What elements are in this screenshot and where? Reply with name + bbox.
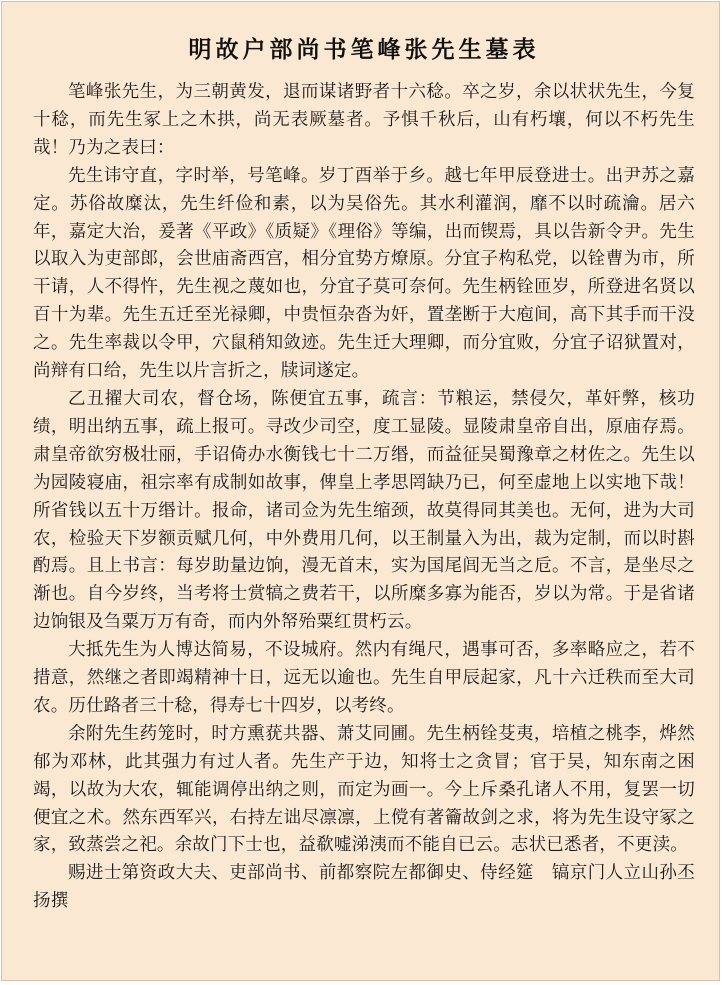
document-title: 明故户部尚书笔峰张先生墓表 <box>188 36 540 63</box>
paragraph-signature: 赐进士第资政大夫、吏部尚书、前都察院左都御史、侍经筵 镐京门人立山孙丕扬撰 <box>33 863 695 912</box>
paragraph-career: 先生讳守直，字时举，号笔峰。岁丁酉举于乡。越七年甲辰登进士。出尹苏之嘉定。苏俗故糜汰，先生纤俭和素，以为吴俗先。其水利灌润，靡不以时疏瀹。居六年，嘉定大治，爰著《平政》《质疑》《理俗》等编，出而锲焉，具以告新令尹。先生以取入为吏部郎，会世庙斋西宫，相分宜势方燎原。分宜子构私党，以铨曹为市，所干请，人不得忤，先生视之蔑如也，分宜子莫可奈何。先生柄铨匝岁，所登进名贤以百十为辈。先生五迁至光禄卿，中贵恒杂沓为奸，置垄断于大庖间，高下其手而干没之。先生率裁以令甲，穴鼠稍知敛迹。先生迁大理卿，而分宜败，分宜子诏狱置对，尚辩有口给，先生以片言折之，牍词遂定。 <box>33 165 695 382</box>
paragraph-finance: 乙丑擢大司农，督仓场，陈便宜五事，疏言：节粮运，禁侵欠，革奸弊，核功绩，明出纳五事，疏上报可。寻改少司空，度工显陵。显陵肃皇帝自出，原庙存焉。肃皇帝欲穷极壮丽，手诏倚办水衡钱七十二万缗，而益征吴蜀豫章之材佐之。先生以为园陵寝庙，祖宗率有成制如故事，俾皇上孝思罔缺乃已，何至虚地上以实地下哉！所省钱以五十万缗计。报命，诸司佥为先生缩颈，故莫得同其美也。无何，进为大司农，检验天下岁额贡赋几何，中外费用几何，以王制量入为出，裁为定制，而以时斟酌焉。且上书言：每岁助量边饷，漫无首末，实为国尾闾无当之卮。不言，是坐尽之渐也。自今岁终，当考将士赏犒之费若干，以所糜多寡为能否，岁以为常。于是省诸边饷银及刍粟万万有奇，而内外帑殆粟红贯朽云。 <box>33 388 695 633</box>
paragraph-tribute: 余附先生药笼时，时方熏莸共器、萧艾同圃。先生柄铨芟夷，培植之桃李，烨然郁为邓林，此其强力有过人者。先生产于边，知将士之贪冒；官于吴，知东南之困竭，以故为大农，辄能调停出纳之则，而定为画一。今上斥桑孔诸人不用，复罢一切便宜之术。然东西军兴，右持左诎尽凛凛，上傥有著籥故剑之求，将为先生设守冢之家，致蒸尝之祀。余故门下士也，益欷嘘涕洟而不能自已云。志状已悉者，不更渎。 <box>33 723 695 856</box>
paragraph-character: 大抵先生为人博达简易，不设城府。然内有绳尺，遇事可否，多率略应之，若不措意，然继之者即竭精神十日，远无以逾也。先生自甲辰起家，凡十六迁秩而至大司农。历仕路者三十稔，得寿七十四岁，以考终。 <box>33 640 695 716</box>
paragraph-intro: 笔峰张先生，为三朝黄发，退而谋诸野者十六稔。卒之岁，余以状状先生，今复十稔，而先生冢上之木拱，尚无表厥墓者。予惧千秋后，山有朽壤，何以不朽先生哉！乃为之表曰： <box>33 82 695 158</box>
memorial-document <box>1 1 720 981</box>
